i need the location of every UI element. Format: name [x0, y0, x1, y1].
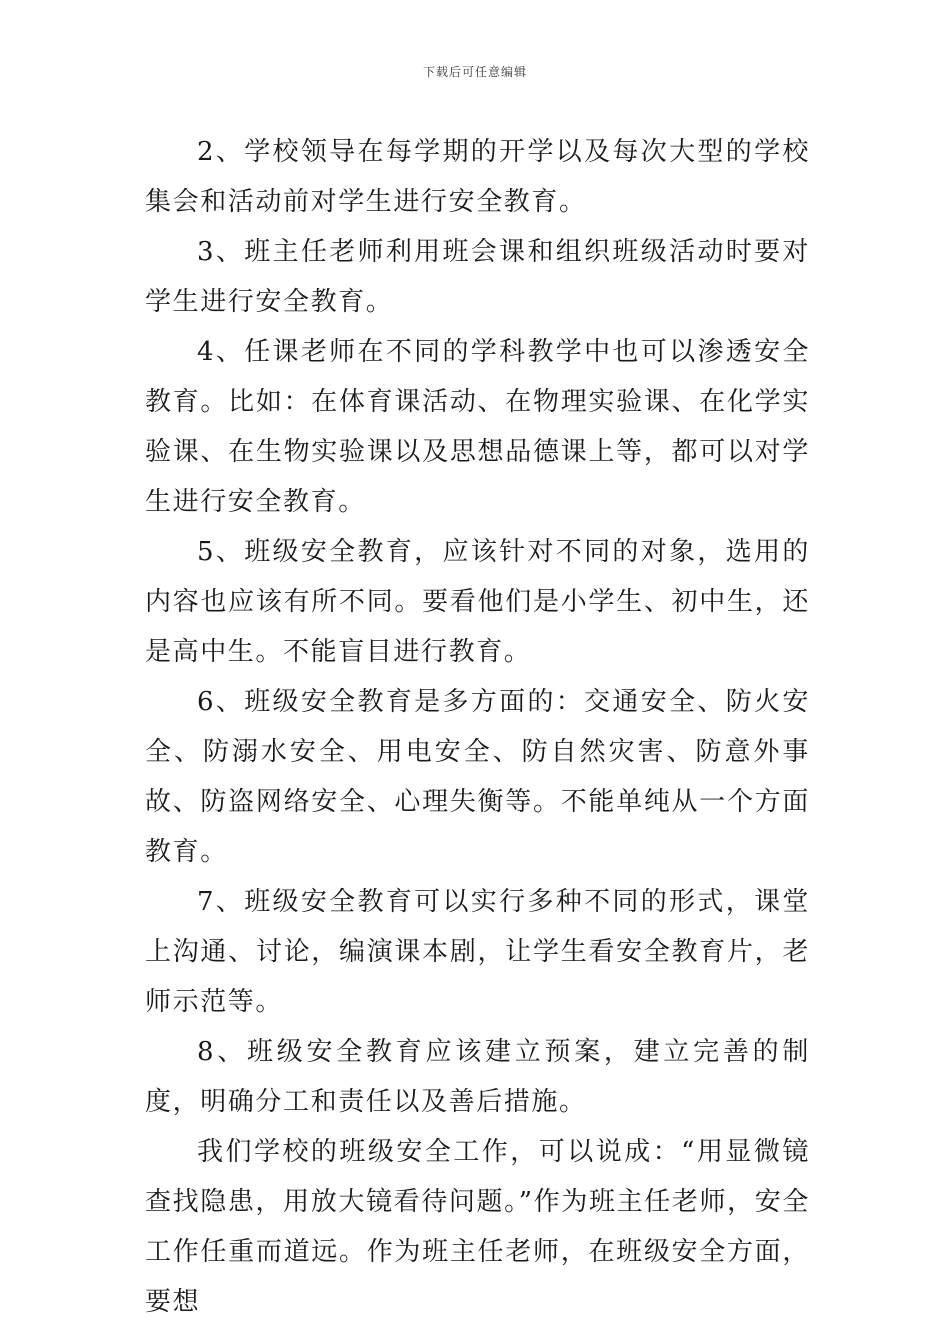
paragraph-item-5: 5、班级安全教育，应该针对不同的对象，选用的内容也应该有所不同。要看他们是小学生、初中生，还是高中生。不能盲目进行教育。 — [145, 537, 810, 667]
page-header: 下载后可任意编辑 — [422, 65, 527, 79]
paragraph-item-4: 4、任课老师在不同的学科教学中也可以渗透安全教育。比如：在体育课活动、在物理实验课、在化学实验课、在生物实验课以及思想品德课上等，都可以对学生进行安全教育。 — [145, 337, 810, 517]
paragraph-item-2: 2、学校领导在每学期的开学以及每次大型的学校集会和活动前对学生进行安全教育。 — [145, 137, 810, 217]
paragraph-item-3: 3、班主任老师利用班会课和组织班级活动时要对学生进行安全教育。 — [145, 237, 810, 317]
paragraph-item-7: 7、班级安全教育可以实行多种不同的形式，课堂上沟通、讨论，编演课本剧，让学生看安全教育片，老师示范等。 — [145, 887, 810, 1017]
paragraph-item-6: 6、班级安全教育是多方面的：交通安全、防火安全、防溺水安全、用电安全、防自然灾害、防意外事故、防盗网络安全、心理失衡等。不能单纯从一个方面教育。 — [145, 687, 810, 867]
paragraph-item-8: 8、班级安全教育应该建立预案，建立完善的制度，明确分工和责任以及善后措施。 — [145, 1037, 810, 1117]
document-body — [145, 127, 810, 1327]
paragraph-summary: 我们学校的班级安全工作，可以说成：“用显微镜查找隐患，用放大镜看待问题。”作为班主任老师，安全工作任重而道远。作为班主任老师，在班级安全方面，要想 — [145, 1137, 810, 1317]
